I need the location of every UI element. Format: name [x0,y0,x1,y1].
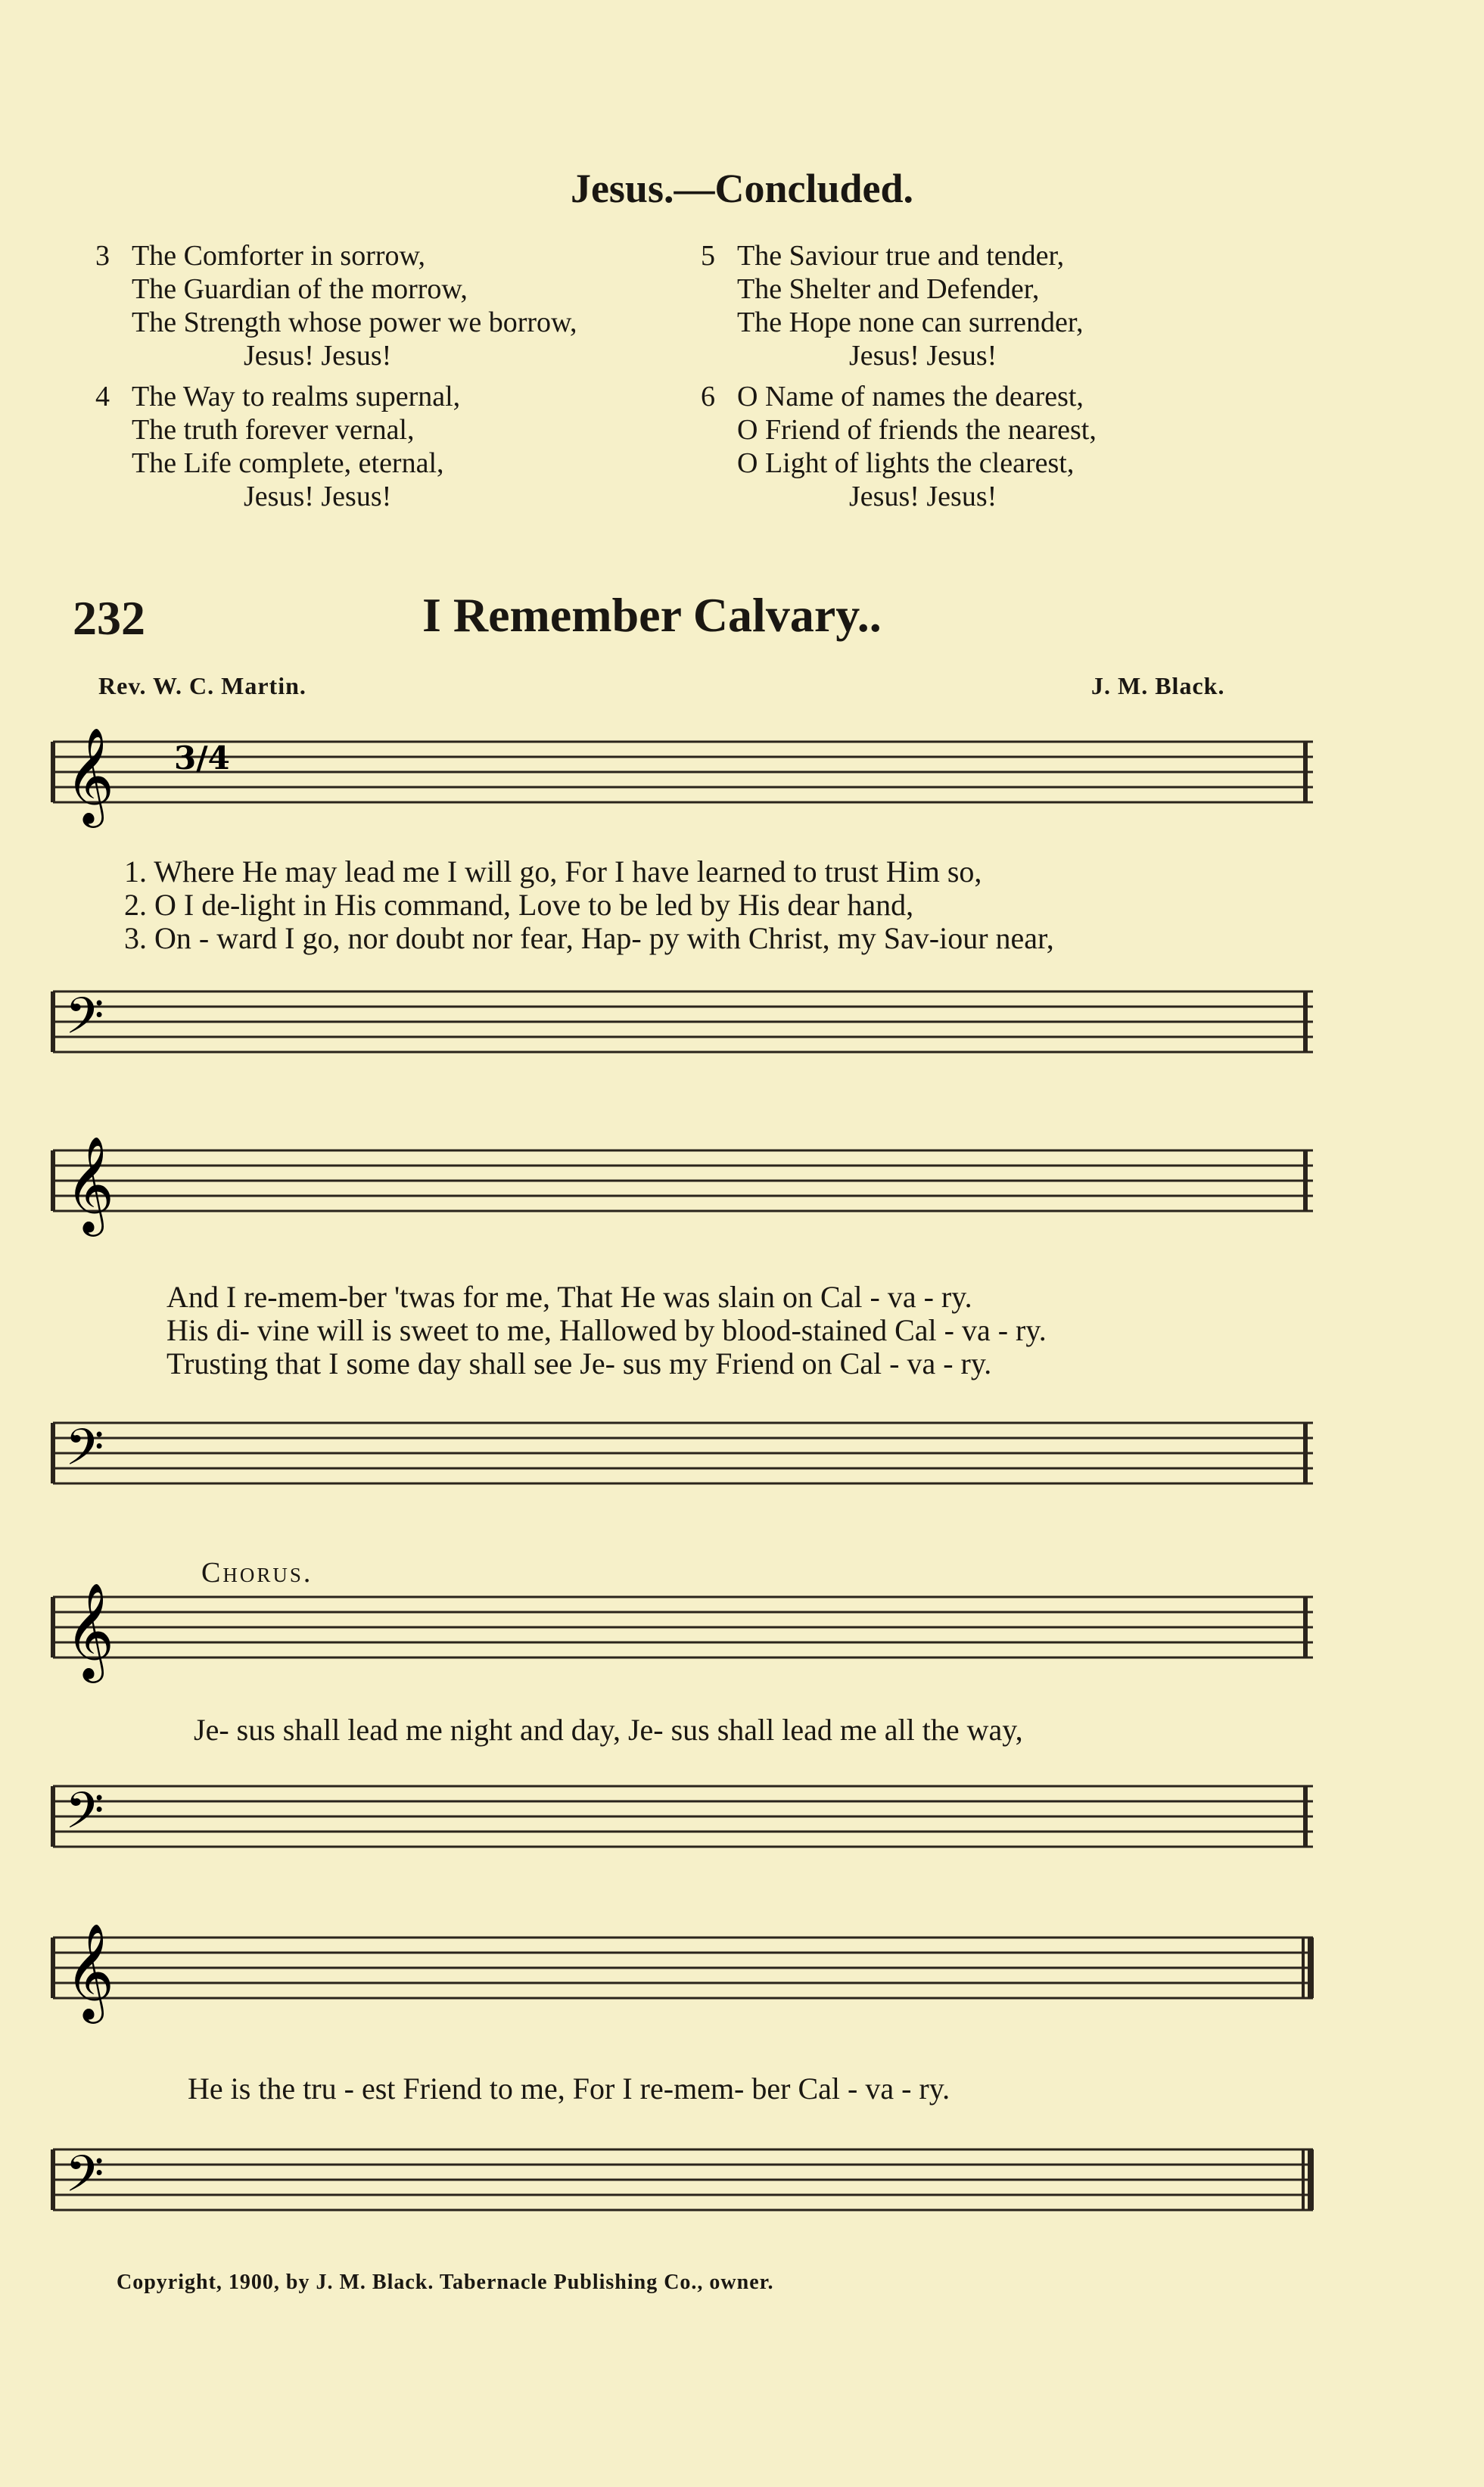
verse-line: The Guardian of the morrow, [132,273,468,305]
lyric-line: He is the tru - est Friend to me, For I re-mem- ber Cal - va - ry. [188,2071,950,2106]
treble-clef-icon: 𝄞 [65,727,115,823]
verse-line: O Name of names the dearest, [737,381,1084,412]
hymn-number: 232 [73,591,145,645]
lyric-line: 3. On - ward I go, nor doubt nor fear, Hap- py with Christ, my Sav-iour near, [124,921,1054,955]
bass-staff [0,1771,1484,1877]
verse-refrain: Jesus! Jesus! [849,340,997,372]
treble-staff [0,1135,1484,1241]
bass-staff [0,1408,1484,1514]
verse-refrain: Jesus! Jesus! [244,481,392,512]
bass-clef-icon: 𝄢 [65,1418,104,1489]
bass-clef-icon: 𝄢 [65,2145,104,2215]
verse-6 [701,380,1321,516]
verse-line: The Comforter in sorrow, [132,240,425,272]
time-signature-top: 3/4 [174,739,230,777]
hymn-title: I Remember Calvary.. [422,588,882,642]
verse-refrain: Jesus! Jesus! [244,340,392,372]
bass-clef-icon: 𝄢 [65,1782,104,1852]
lyric-line: Je- sus shall lead me night and day, Je- sus shall lead me all the way, [194,1713,1023,1747]
verse-line: The Hope none can surrender, [737,307,1084,338]
treble-staff [0,1582,1484,1688]
copyright-notice: Copyright, 1900, by J. M. Black. Tabernacle Publishing Co., owner. [117,2271,774,2294]
bass-staff [0,2134,1484,2240]
treble-clef-icon: 𝄞 [65,1135,115,1232]
running-title: Jesus.—Concluded. [570,166,914,211]
verse-3 [95,239,701,375]
verse-line: The Shelter and Defender, [737,273,1040,305]
verse-line: The Way to realms supernal, [132,381,461,412]
verse-line: The truth forever vernal, [132,414,415,446]
verse-refrain: Jesus! Jesus! [849,481,997,512]
treble-staff [0,727,1484,833]
verse-line: The Saviour true and tender, [737,240,1065,272]
lyric-line: Trusting that I some day shall see Je- sus my Friend on Cal - va - ry. [166,1346,992,1380]
treble-clef-icon: 𝄞 [65,1582,115,1679]
verse-4 [95,380,701,516]
lyric-line: 2. O I de-light in His command, Love to be led by His dear hand, [124,888,914,922]
bass-clef-icon: 𝄢 [65,987,104,1057]
treble-clef-icon: 𝄞 [65,1922,115,2019]
lyric-line: And I re-mem-ber 'twas for me, That He was slain on Cal - va - ry. [166,1280,972,1314]
verse-number: 5 [701,240,715,272]
lyric-line: 1. Where He may lead me I will go, For I have learned to trust Him so, [124,854,982,889]
verse-line: The Life complete, eternal, [132,447,444,479]
verse-line: O Light of lights the clearest, [737,447,1075,479]
chorus-label: Chorus. [201,1557,313,1589]
hymn-composer: J. M. Black. [1091,672,1225,699]
lyric-line: His di- vine will is sweet to me, Hallowed by blood-stained Cal - va - ry. [166,1313,1047,1347]
verse-line: The Strength whose power we borrow, [132,307,577,338]
treble-staff [0,1922,1484,2028]
verse-number: 3 [95,240,110,272]
verse-line: O Friend of friends the nearest, [737,414,1097,446]
bass-staff [0,976,1484,1082]
verse-5 [701,239,1321,375]
hymn-author: Rev. W. C. Martin. [98,672,306,699]
verse-number: 4 [95,381,110,412]
verse-number: 6 [701,381,715,412]
